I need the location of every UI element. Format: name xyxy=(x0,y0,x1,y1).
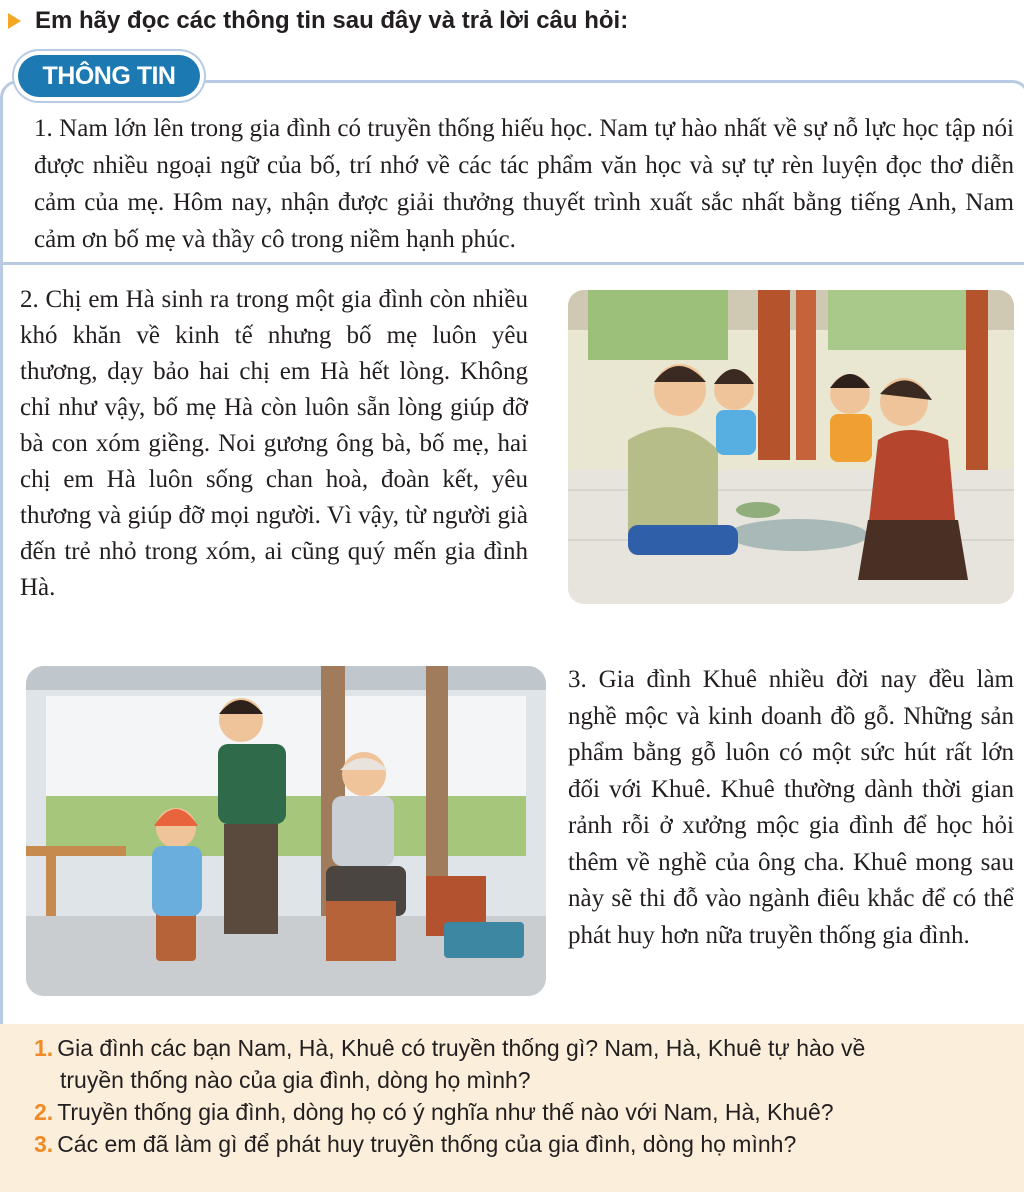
info-tag: THÔNG TIN xyxy=(18,55,200,97)
question-text: Truyền thống gia đình, dòng họ có ý nghĩa như thế nào với Nam, Hà, Khuê? xyxy=(57,1099,834,1125)
question-1 xyxy=(34,1032,1012,1064)
triangle-right-icon xyxy=(8,13,21,29)
passage-3: 3. Gia đình Khuê nhiều đời nay đều làm nghề mộc và kinh doanh đồ gỗ. Những sản phẩm bằng gỗ luôn có một sức hút rất lớn đối với Khuê. Khuê thường dành thời gian rảnh rỗi ở xưởng mộc gia đình để học hỏi thêm về nghề của ông cha. Khuê mong sau này sẽ thi đỗ vào ngành điêu khắc để có thể phát huy hơn nữa truyền thống gia đình. xyxy=(568,666,1014,949)
question-text: Gia đình các bạn Nam, Hà, Khuê có truyền thống gì? Nam, Hà, Khuê tự hào về xyxy=(57,1035,866,1061)
question-text: Các em đã làm gì để phát huy truyền thống của gia đình, dòng họ mình? xyxy=(57,1131,797,1157)
question-number: 3. xyxy=(34,1131,54,1157)
instruction-text: Em hãy đọc các thông tin sau đây và trả lời câu hỏi: xyxy=(35,7,629,34)
passage-1: 1. Nam lớn lên trong gia đình có truyền thống hiếu học. Nam tự hào nhất về sự nỗ lực học tập nói được nhiều ngoại ngữ của bố, trí nhớ về các tác phẩm văn học và sự tự rèn luyện đọc thơ diễn cảm của mẹ. Hôm nay, nhận được giải thưởng thuyết trình xuất sắc nhất bằng tiếng Anh, Nam cảm ơn bố mẹ và thầy cô trong niềm hạnh phúc. xyxy=(34,115,1014,253)
question-2 xyxy=(34,1096,1012,1128)
question-1-continued: truyền thống nào của gia đình, dòng họ mình? xyxy=(60,1067,531,1093)
passage-2: 2. Chị em Hà sinh ra trong một gia đình còn nhiều khó khăn về kinh tế nhưng bố mẹ luôn yêu thương, dạy bảo hai chị em Hà hết lòng. Không chỉ như vậy, bố mẹ Hà còn luôn sẵn lòng giúp đỡ bà con xóm giềng. Noi gương ông bà, bố mẹ, hai chị em Hà luôn sống chan hoà, đoàn kết, yêu thương và giúp đỡ mọi người. Vì vậy, từ người già đến trẻ nhỏ trong xóm, ai cũng quý mến gia đình Hà. xyxy=(20,286,528,601)
section-divider xyxy=(0,262,1024,265)
question-number: 2. xyxy=(34,1099,54,1125)
instruction-heading xyxy=(6,4,1016,38)
carpentry-workshop-illustration xyxy=(26,666,546,996)
questions-box xyxy=(0,1024,1024,1192)
family-meal-illustration xyxy=(568,290,1014,604)
question-number: 1. xyxy=(34,1035,54,1061)
question-3 xyxy=(34,1128,1012,1160)
